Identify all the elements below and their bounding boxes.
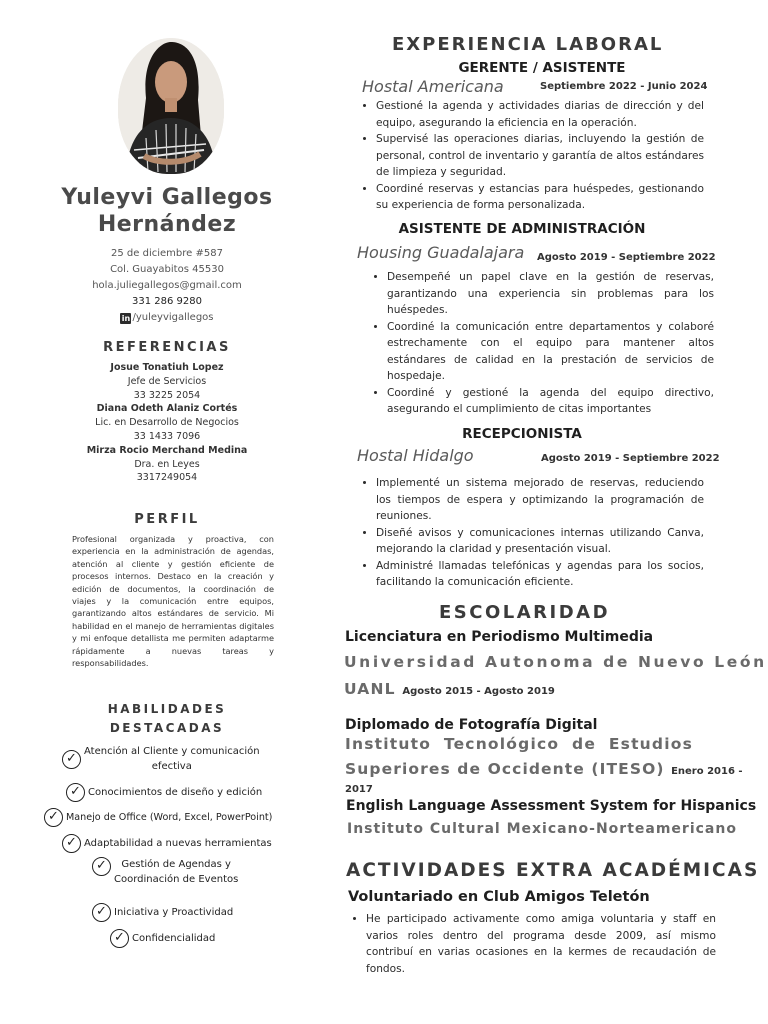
check-circle-icon: ✓	[62, 834, 81, 853]
skill-label: Iniciativa y Proactividad	[114, 907, 234, 918]
job-bullets	[362, 98, 704, 214]
skill-item	[92, 903, 233, 922]
activity-bullet: • He participado activamente como amiga voluntaria y staff en varios roles dentro del programa desde 2009, así mismo contribuí en varias ocasiones en la kermes de recaudación de fondos.	[366, 911, 716, 977]
contact-info	[30, 246, 304, 326]
profile-text: Profesional organizada y proactiva, con experiencia en la administración de agendas, atención al cliente y gestión eficiente de procesos internos. Destaco en la creación y edición de documentos, la coordinación de viajes y la comunicación entre equipos, garantizando altos estándares de servicio. Mi habilidad en el manejo de herramientas digitales y mi enfoque detallista me permiten adaptarme rápidamente a nuevas tareas y responsabilidades.	[72, 534, 274, 669]
colony: Col. Guayabitos 45530	[110, 264, 224, 275]
job-dates: Agosto 2019 - Septiembre 2022	[537, 252, 716, 263]
skills-heading-line1: HABILIDADES	[107, 702, 227, 716]
phone: 331 286 9280	[132, 296, 202, 307]
institution-line1: Instituto Cultural Mexicano-Norteamericano	[347, 821, 737, 837]
references-list	[30, 361, 304, 485]
linkedin-icon: in	[121, 314, 131, 323]
institution-name-cont: Superiores de Occidente (ITESO)	[345, 760, 665, 778]
institution-line2	[344, 680, 555, 698]
person-name-line1: Yuleyvi Gallegos	[61, 185, 273, 210]
reference-line: 33 3225 2054	[133, 389, 201, 401]
skills-heading-line2: DESTACADAS	[109, 721, 225, 735]
company-name: Hostal Americana	[362, 77, 504, 96]
job-title: ASISTENTE DE ADMINISTRACIÓN	[398, 221, 646, 237]
check-circle-icon: ✓	[66, 783, 85, 802]
job-dates: Agosto 2019 - Septiembre 2022	[541, 453, 720, 464]
reference-line: Josue Tonatiuh Lopez	[110, 362, 224, 373]
skill-label-line2: efectiva	[151, 761, 192, 772]
skill-item	[62, 834, 272, 853]
institution-line1: Instituto Tecnológico de Estudios	[345, 735, 693, 753]
job-bullets	[362, 475, 704, 591]
skills-heading	[30, 700, 304, 738]
reference-line: Diana Odeth Alaniz Cortés	[96, 403, 238, 415]
skill-label-line1: Atención al Cliente y comunicación	[84, 746, 260, 757]
activity-title: Voluntariado en Club Amigos Teletón	[348, 889, 650, 905]
skill-label: Adaptabilidad a nuevas herramientas	[84, 838, 272, 849]
institution-abbrev: UANL	[344, 680, 396, 698]
check-circle-icon: ✓	[44, 808, 63, 827]
reference-line: Lic. en Desarrollo de Negocios	[95, 417, 239, 429]
job-bullet: • Administré llamadas telefónicas y agendas para los socios, facilitando la comunicación eficiente.	[376, 558, 704, 591]
education-dates: Agosto 2015 - Agosto 2019	[402, 686, 555, 697]
job-bullet: • Diseñé avisos y comunicaciones internas utilizando Canva, mejorando la claridad y presentación visual.	[376, 525, 704, 558]
left-column	[0, 0, 330, 1024]
skill-item	[62, 744, 260, 774]
skill-item	[44, 808, 272, 827]
company-name: Housing Guadalajara	[357, 243, 525, 262]
profile-heading: PERFIL	[134, 512, 200, 527]
profile-photo-image	[118, 38, 224, 174]
experience-heading: EXPERIENCIA LABORAL	[392, 34, 664, 55]
profile-photo	[118, 38, 224, 174]
job-bullet: • Desempeñé un papel clave en la gestión de reservas, garantizando una experiencia sin problemas para los huéspedes.	[387, 269, 714, 319]
check-circle-icon: ✓	[92, 857, 111, 876]
references-heading: REFERENCIAS	[103, 340, 231, 355]
job-title: GERENTE / ASISTENTE	[458, 60, 626, 76]
skill-item	[110, 929, 215, 948]
person-name-line2: Hernández	[97, 212, 237, 237]
skill-label: Manejo de Office (Word, Excel, PowerPoint)	[66, 812, 273, 823]
job-title: RECEPCIONISTA	[462, 426, 582, 442]
institution-line1: Universidad Autonoma de Nuevo León	[344, 653, 767, 671]
degree-title: Diplomado de Fotografía Digital	[345, 717, 598, 733]
reference-line: 3317249054	[136, 472, 198, 484]
linkedin-row[interactable]	[30, 310, 304, 326]
reference-line: 33 1433 7096	[133, 430, 201, 442]
address: 25 de diciembre #587	[111, 248, 223, 259]
skill-label	[84, 744, 260, 774]
institution-line2	[345, 760, 768, 796]
degree-title: English Language Assessment System for Hispanics	[346, 798, 757, 814]
email[interactable]: hola.juliegallegos@gmail.com	[92, 280, 242, 291]
job-bullet: • Implementé un sistema mejorado de reservas, reduciendo los tiempos de espera y optimizando la programación de reuniones.	[376, 475, 704, 525]
job-bullet: • Supervisé las operaciones diarias, incluyendo la gestión de personal, control de inventario y garantía de altos estándares de limpieza y seguridad.	[376, 131, 704, 181]
skill-label: Confidencialidad	[132, 933, 216, 944]
activity-bullets	[352, 911, 716, 977]
check-circle-icon: ✓	[62, 750, 81, 769]
skill-label-line1: Gestión de Agendas y	[121, 859, 231, 870]
reference-line: Jefe de Servicios	[127, 375, 207, 387]
company-name: Hostal Hidalgo	[357, 446, 474, 465]
job-bullet: • Gestioné la agenda y actividades diarias de dirección y del equipo, asegurando la eficiencia en la operación.	[376, 98, 704, 131]
degree-title: Licenciatura en Periodismo Multimedia	[345, 629, 654, 645]
job-bullet: • Coordiné y gestioné la agenda del equipo directivo, asegurando el cumplimiento de citas importantes	[387, 385, 714, 418]
skill-label	[114, 857, 238, 887]
job-bullets	[373, 269, 714, 418]
check-circle-icon: ✓	[110, 929, 129, 948]
person-name	[30, 184, 304, 238]
education-heading: ESCOLARIDAD	[439, 602, 611, 623]
job-dates: Septiembre 2022 - Junio 2024	[540, 81, 708, 92]
skill-label: Conocimientos de diseño y edición	[88, 787, 263, 798]
job-bullet: • Coordiné la comunicación entre departamentos y colaboré estrechamente con el equipo para mantener altos estándares de calidad en la prestación de servicios de hospedaje.	[387, 319, 714, 385]
check-circle-icon: ✓	[92, 903, 111, 922]
linkedin-handle[interactable]: /yuleyvigallegos	[132, 312, 214, 323]
reference-line: Dra. en Leyes	[134, 458, 200, 470]
skill-label-line2: Coordinación de Eventos	[114, 874, 239, 885]
education-dates: Enero 2016 - 2017	[345, 766, 743, 795]
skill-item	[92, 857, 238, 887]
skill-item	[66, 783, 262, 802]
reference-line: Mirza Rocio Merchand Medina	[86, 444, 248, 456]
job-bullet: • Coordiné reservas y estancias para huéspedes, gestionando su experiencia de forma personalizada.	[376, 181, 704, 214]
extracurricular-heading: ACTIVIDADES EXTRA ACADÉMICAS	[346, 860, 760, 881]
